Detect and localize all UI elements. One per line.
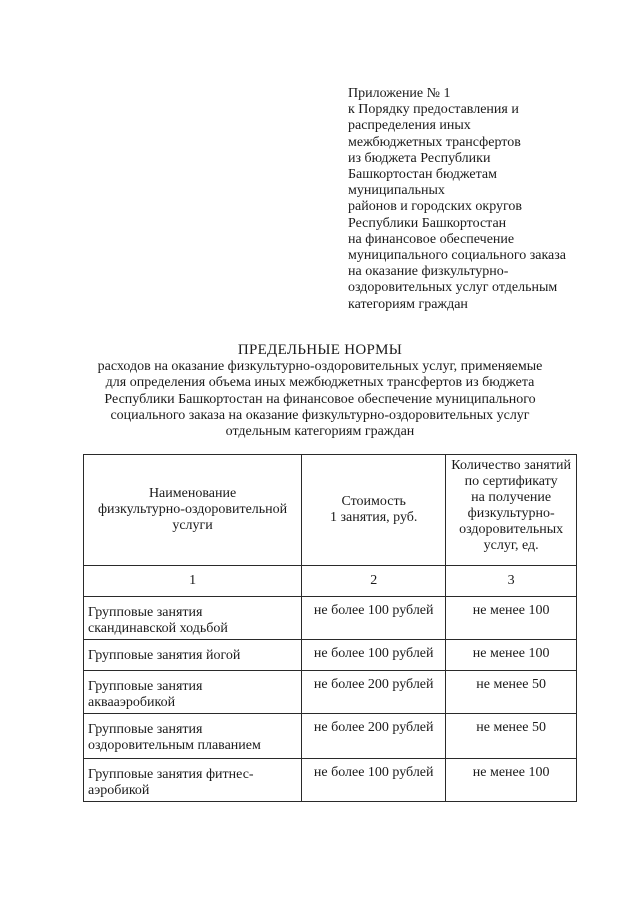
table-header-row (84, 455, 577, 566)
quantity-cell: не менее 50 (446, 714, 577, 759)
column-number-row (84, 566, 577, 597)
document-title: ПРЕДЕЛЬНЫЕ НОРМЫ (237, 342, 403, 358)
appendix-line: из бюджета Республики (348, 150, 491, 166)
cost-cell: не более 100 рублей (302, 759, 446, 802)
cost-cell: не более 100 рублей (302, 597, 446, 640)
header-cost: Стоимость 1 занятия, руб. (302, 455, 446, 566)
appendix-line: муниципальных (348, 183, 445, 199)
appendix-line: межбюджетных трансфертов (348, 134, 521, 150)
appendix-line: распределения иных (348, 118, 471, 134)
column-number: 2 (302, 566, 446, 597)
subtitle-line: отдельным категориям граждан (225, 424, 415, 440)
service-name-cell: Групповые занятия скандинавской ходьбой (84, 597, 302, 640)
column-number: 1 (84, 566, 302, 597)
service-name-cell: Групповые занятия оздоровительным плаванием (84, 714, 302, 759)
appendix-line: к Порядку предоставления и (348, 102, 519, 118)
service-name-cell: Групповые занятия фитнес- аэробикой (84, 759, 302, 802)
subtitle-line: расходов на оказание физкультурно-оздоровительных услуг, применяемые (97, 359, 543, 374)
cost-cell: не более 200 рублей (302, 714, 446, 759)
service-name-cell: Групповые занятия аквааэробикой (84, 671, 302, 714)
column-number: 3 (446, 566, 577, 597)
appendix-line: категориям граждан (348, 296, 468, 312)
quantity-cell: не менее 100 (446, 597, 577, 640)
table-row (84, 640, 577, 671)
quantity-cell: не менее 100 (446, 759, 577, 802)
appendix-line: районов и городских округов (348, 199, 523, 215)
cost-cell: не более 100 рублей (302, 640, 446, 671)
appendix-line: на финансовое обеспечение (348, 231, 515, 247)
appendix-line: оздоровительных услуг отдельным (348, 280, 558, 296)
table-row (84, 597, 577, 640)
cost-cell: не более 200 рублей (302, 671, 446, 714)
appendix-line: муниципального социального заказа (348, 248, 566, 264)
service-name-cell: Групповые занятия йогой (84, 640, 302, 671)
norms-table (83, 454, 577, 802)
appendix-line: на оказание физкультурно- (348, 264, 509, 280)
table-row (84, 759, 577, 802)
quantity-cell: не менее 100 (446, 640, 577, 671)
header-quantity: Количество занятий по сертификату на получение физкультурно- оздоровительных услуг, ед. (446, 455, 577, 566)
appendix-line: Башкортостан бюджетам (348, 167, 497, 183)
appendix-header (348, 86, 608, 313)
table-row (84, 714, 577, 759)
subtitle-line: социального заказа на оказание физкультурно-оздоровительных услуг (110, 407, 530, 423)
header-service-name: Наименование физкультурно-оздоровительной услуги (84, 455, 302, 566)
subtitle-line: для определения объема иных межбюджетных трансфертов из бюджета (105, 375, 535, 391)
quantity-cell: не менее 50 (446, 671, 577, 714)
appendix-line: Приложение № 1 (348, 86, 451, 101)
subtitle-line: Республики Башкортостан на финансовое обеспечение муниципального (104, 391, 536, 407)
table-row (84, 671, 577, 714)
appendix-line: Республики Башкортостан (348, 215, 507, 231)
document-subtitle (60, 359, 580, 440)
